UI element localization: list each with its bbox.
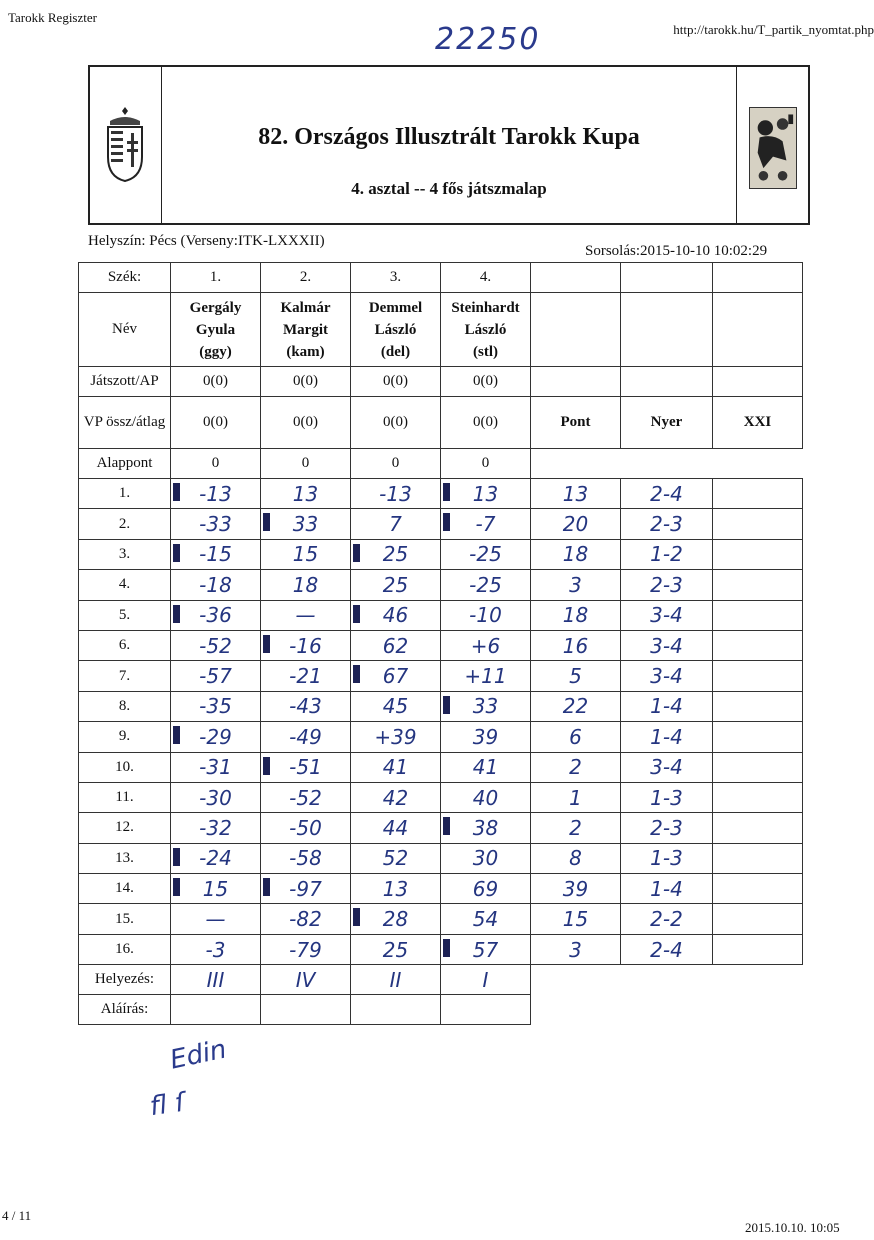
empty-cell [531, 965, 621, 995]
game-score: +11 [441, 661, 531, 691]
game-xxi [713, 782, 803, 812]
game-number: 4. [79, 570, 171, 600]
signature-row [79, 995, 803, 1025]
game-score: 45 [351, 691, 441, 721]
placing-value: III [171, 965, 261, 995]
game-number: 13. [79, 843, 171, 873]
game-row [79, 661, 803, 691]
game-nyer: 3-4 [621, 600, 713, 630]
game-nyer: 1-3 [621, 843, 713, 873]
player-name-name-second: László [374, 321, 417, 338]
dealer-mark-icon [173, 605, 180, 623]
game-score: 38 [441, 813, 531, 843]
document-title: 82. Országos Illusztrált Tarokk Kupa [258, 124, 640, 150]
game-score: -49 [261, 722, 351, 752]
game-nyer: 2-4 [621, 934, 713, 964]
game-score: -57 [171, 661, 261, 691]
game-score: 33 [441, 691, 531, 721]
empty-cell [621, 995, 713, 1025]
game-number: 14. [79, 874, 171, 904]
dealer-mark-icon [353, 605, 360, 623]
game-score: 44 [351, 813, 441, 843]
game-score: 25 [351, 934, 441, 964]
game-row [79, 934, 803, 964]
seat-number: 4. [441, 263, 531, 293]
vp-row [79, 397, 803, 449]
vp-value: 0(0) [351, 397, 441, 449]
site-name: Tarokk Regiszter [8, 10, 97, 25]
base-row [79, 449, 803, 479]
game-score: 57 [441, 934, 531, 964]
game-score: 46 [351, 600, 441, 630]
game-score: 30 [441, 843, 531, 873]
empty-cell [531, 293, 621, 367]
placing-value: I [441, 965, 531, 995]
title-banner [88, 65, 810, 225]
base-value: 0 [351, 449, 441, 479]
game-row [79, 904, 803, 934]
game-pont: 18 [531, 539, 621, 569]
tarokk-card-icon [749, 107, 797, 189]
game-score: -13 [171, 479, 261, 509]
column-header: Nyer [621, 397, 713, 449]
player-name [351, 293, 441, 367]
signature-scribble-2: fl ſ [148, 1087, 187, 1123]
game-number: 7. [79, 661, 171, 691]
game-score: 54 [441, 904, 531, 934]
game-row [79, 570, 803, 600]
game-row [79, 630, 803, 660]
draw-timestamp: Sorsolás:2015-10-10 10:02:29 [585, 243, 768, 259]
game-score: +6 [441, 630, 531, 660]
player-name-name-first: Demmel [368, 299, 423, 316]
dealer-mark-icon [353, 544, 360, 562]
game-xxi [713, 813, 803, 843]
game-score: -35 [171, 691, 261, 721]
game-row [79, 843, 803, 873]
game-score: -97 [261, 874, 351, 904]
player-name-code: (del) [380, 343, 411, 360]
game-score: 33 [261, 509, 351, 539]
dealer-mark-icon [173, 726, 180, 744]
empty-cell [713, 995, 803, 1025]
game-score: -82 [261, 904, 351, 934]
game-number: 1. [79, 479, 171, 509]
game-number: 9. [79, 722, 171, 752]
vp-label: VP össz/átlag [79, 397, 171, 449]
document-subtitle: 4. asztal -- 4 fős játszmalap [351, 179, 547, 198]
player-name-name-first: Kalmár [280, 299, 331, 316]
game-score: 13 [261, 479, 351, 509]
dealer-mark-icon [263, 513, 270, 531]
game-row [79, 813, 803, 843]
game-score: 15 [261, 539, 351, 569]
game-row [79, 782, 803, 812]
game-xxi [713, 570, 803, 600]
tarokk-card-panel [736, 67, 808, 223]
game-score: -29 [171, 722, 261, 752]
game-row [79, 509, 803, 539]
page-url: http://tarokk.hu/T_partik_nyomtat.php [673, 22, 874, 37]
game-score: 40 [441, 782, 531, 812]
game-number: 6. [79, 630, 171, 660]
player-name [441, 293, 531, 367]
vp-value: 0(0) [441, 397, 531, 449]
base-value: 0 [261, 449, 351, 479]
placing-value: II [351, 965, 441, 995]
game-number: 15. [79, 904, 171, 934]
game-score: -16 [261, 630, 351, 660]
game-number: 8. [79, 691, 171, 721]
game-score: -21 [261, 661, 351, 691]
game-nyer: 1-2 [621, 539, 713, 569]
name-label: Név [79, 293, 171, 367]
coat-of-arms-panel [90, 67, 162, 223]
dealer-mark-icon [173, 483, 180, 501]
game-score: -52 [261, 782, 351, 812]
vp-value: 0(0) [261, 397, 351, 449]
game-number: 10. [79, 752, 171, 782]
game-score: 25 [351, 570, 441, 600]
empty-cell [713, 449, 803, 479]
placing-value: IV [261, 965, 351, 995]
game-score: 39 [441, 722, 531, 752]
played-label: Játszott/AP [79, 367, 171, 397]
game-pont: 16 [531, 630, 621, 660]
game-score: -79 [261, 934, 351, 964]
placing-label: Helyezés: [79, 965, 171, 995]
game-nyer: 3-4 [621, 752, 713, 782]
game-pont: 22 [531, 691, 621, 721]
base-value: 0 [171, 449, 261, 479]
game-score: -43 [261, 691, 351, 721]
game-number: 11. [79, 782, 171, 812]
print-timestamp: 2015.10.10. 10:05 [745, 1220, 840, 1235]
signature-cell [351, 995, 441, 1025]
game-pont: 3 [531, 934, 621, 964]
base-label: Alappont [79, 449, 171, 479]
game-score: -3 [171, 934, 261, 964]
game-xxi [713, 509, 803, 539]
empty-cell [531, 263, 621, 293]
player-name [261, 293, 351, 367]
dealer-mark-icon [263, 757, 270, 775]
game-row [79, 752, 803, 782]
empty-cell [621, 263, 713, 293]
game-score: 13 [441, 479, 531, 509]
empty-cell [713, 263, 803, 293]
game-xxi [713, 904, 803, 934]
game-nyer: 1-4 [621, 874, 713, 904]
empty-cell [713, 367, 803, 397]
coat-of-arms-icon [102, 105, 148, 183]
game-score: -31 [171, 752, 261, 782]
empty-cell [531, 449, 621, 479]
game-xxi [713, 661, 803, 691]
game-score: -50 [261, 813, 351, 843]
signature-cell [171, 995, 261, 1025]
game-score: 18 [261, 570, 351, 600]
game-xxi [713, 630, 803, 660]
game-number: 5. [79, 600, 171, 630]
game-score: -25 [441, 570, 531, 600]
empty-cell [713, 293, 803, 367]
game-score: -24 [171, 843, 261, 873]
game-xxi [713, 539, 803, 569]
game-score: 67 [351, 661, 441, 691]
base-value: 0 [441, 449, 531, 479]
game-score: -58 [261, 843, 351, 873]
scoresheet-table [78, 262, 803, 1025]
game-score: -51 [261, 752, 351, 782]
game-score: — [261, 600, 351, 630]
dealer-mark-icon [263, 635, 270, 653]
played-value: 0(0) [351, 367, 441, 397]
game-xxi [713, 752, 803, 782]
game-score: 28 [351, 904, 441, 934]
dealer-mark-icon [443, 696, 450, 714]
played-value: 0(0) [441, 367, 531, 397]
game-score: 69 [441, 874, 531, 904]
game-score: -33 [171, 509, 261, 539]
game-score: -18 [171, 570, 261, 600]
seat-number: 1. [171, 263, 261, 293]
game-xxi [713, 934, 803, 964]
game-score: 62 [351, 630, 441, 660]
game-score: 41 [351, 752, 441, 782]
game-number: 16. [79, 934, 171, 964]
game-pont: 13 [531, 479, 621, 509]
signature-scribble: Edin [167, 1034, 230, 1076]
signature-label: Aláírás: [79, 995, 171, 1025]
placing-row [79, 965, 803, 995]
dealer-mark-icon [443, 939, 450, 957]
game-row [79, 691, 803, 721]
played-row [79, 367, 803, 397]
seat-label: Szék: [79, 263, 171, 293]
column-header: XXI [713, 397, 803, 449]
empty-cell [621, 367, 713, 397]
dealer-mark-icon [443, 513, 450, 531]
game-score: -32 [171, 813, 261, 843]
game-score: 41 [441, 752, 531, 782]
game-pont: 2 [531, 752, 621, 782]
game-xxi [713, 600, 803, 630]
game-score: -10 [441, 600, 531, 630]
player-name-code: (kam) [286, 343, 325, 360]
played-value: 0(0) [171, 367, 261, 397]
game-xxi [713, 691, 803, 721]
empty-cell [531, 367, 621, 397]
game-number: 12. [79, 813, 171, 843]
dealer-mark-icon [263, 878, 270, 896]
dealer-mark-icon [353, 908, 360, 926]
game-nyer: 2-3 [621, 813, 713, 843]
player-name-name-first: Steinhardt [451, 299, 520, 316]
signature-cell [441, 995, 531, 1025]
game-nyer: 2-2 [621, 904, 713, 934]
game-nyer: 1-4 [621, 722, 713, 752]
game-score: -7 [441, 509, 531, 539]
game-row [79, 539, 803, 569]
game-pont: 5 [531, 661, 621, 691]
game-nyer: 3-4 [621, 630, 713, 660]
game-score: -15 [171, 539, 261, 569]
game-score: 15 [171, 874, 261, 904]
game-nyer: 1-4 [621, 691, 713, 721]
player-name [171, 293, 261, 367]
game-xxi [713, 843, 803, 873]
column-header: Pont [531, 397, 621, 449]
game-score: +39 [351, 722, 441, 752]
played-value: 0(0) [261, 367, 351, 397]
handwritten-number: 22250 [435, 22, 541, 57]
game-number: 2. [79, 509, 171, 539]
dealer-mark-icon [173, 848, 180, 866]
game-nyer: 1-3 [621, 782, 713, 812]
game-xxi [713, 479, 803, 509]
empty-cell [621, 449, 713, 479]
game-score: -13 [351, 479, 441, 509]
game-row [79, 600, 803, 630]
empty-cell [621, 293, 713, 367]
game-pont: 18 [531, 600, 621, 630]
game-score: 25 [351, 539, 441, 569]
game-pont: 6 [531, 722, 621, 752]
game-pont: 8 [531, 843, 621, 873]
game-number: 3. [79, 539, 171, 569]
game-pont: 2 [531, 813, 621, 843]
game-pont: 39 [531, 874, 621, 904]
empty-cell [531, 995, 621, 1025]
dealer-mark-icon [353, 665, 360, 683]
player-name-name-second: Margit [283, 321, 328, 338]
seat-row [79, 263, 803, 293]
game-score: -25 [441, 539, 531, 569]
game-xxi [713, 874, 803, 904]
dealer-mark-icon [173, 878, 180, 896]
name-row [79, 293, 803, 367]
player-name-name-first: Gergály [189, 299, 242, 316]
game-score: 7 [351, 509, 441, 539]
game-score: 42 [351, 782, 441, 812]
game-xxi [713, 722, 803, 752]
seat-number: 3. [351, 263, 441, 293]
player-name-code: (stl) [473, 343, 498, 360]
player-name-code: (ggy) [199, 343, 232, 360]
signature-cell [261, 995, 351, 1025]
dealer-mark-icon [443, 817, 450, 835]
game-row [79, 479, 803, 509]
game-row [79, 722, 803, 752]
game-nyer: 2-3 [621, 570, 713, 600]
game-score: 52 [351, 843, 441, 873]
game-pont: 15 [531, 904, 621, 934]
game-nyer: 2-4 [621, 479, 713, 509]
seat-number: 2. [261, 263, 351, 293]
game-pont: 20 [531, 509, 621, 539]
empty-cell [713, 965, 803, 995]
player-name-name-second: Gyula [195, 321, 236, 338]
game-score: -30 [171, 782, 261, 812]
empty-cell [621, 965, 713, 995]
vp-value: 0(0) [171, 397, 261, 449]
game-score: 13 [351, 874, 441, 904]
game-score: — [171, 904, 261, 934]
dealer-mark-icon [443, 483, 450, 501]
dealer-mark-icon [173, 544, 180, 562]
game-row [79, 874, 803, 904]
game-nyer: 2-3 [621, 509, 713, 539]
game-pont: 1 [531, 782, 621, 812]
player-name-name-second: László [464, 321, 507, 338]
game-score: -36 [171, 600, 261, 630]
page-number: 4 / 11 [2, 1208, 32, 1223]
location-text: Helyszín: Pécs (Verseny:ITK-LXXXII) [88, 233, 325, 249]
game-pont: 3 [531, 570, 621, 600]
game-nyer: 3-4 [621, 661, 713, 691]
game-score: -52 [171, 630, 261, 660]
